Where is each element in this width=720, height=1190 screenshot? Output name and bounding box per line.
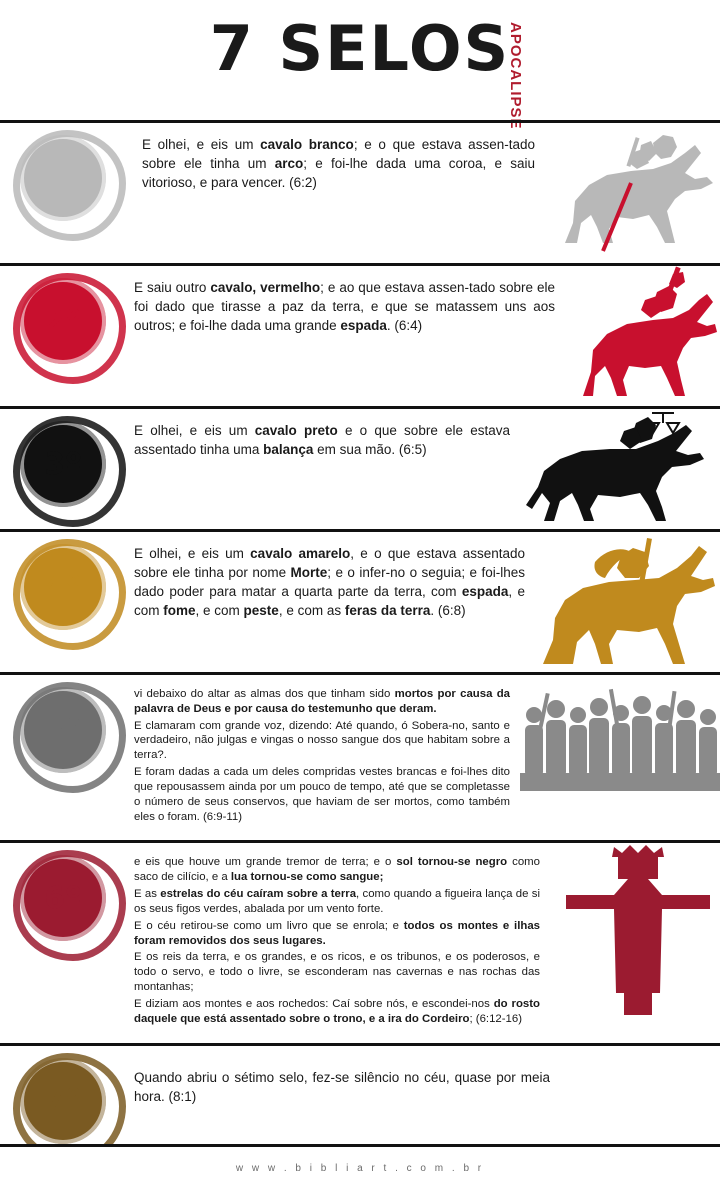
white-horse-archer-illustration xyxy=(545,123,720,263)
paragraph: E olhei, e eis um cavalo amarelo, e o que estava assentado sobre ele tinha por nome Morte; e o infer-no o seguia; e foi-lhes dado poder para matar a quarta parte da terra, com espada, e com fome, e com peste, e com as feras da terra. (6:8) xyxy=(134,546,526,619)
paragraph: E os reis da terra, e os grandes, e os ricos, e os tribunos, e os poderosos, e todo o servo, e todo o livre, se esconderam nas cavernas e nas rochas das montanhas; xyxy=(134,951,540,994)
seal-badge-5 xyxy=(0,675,126,773)
seal-row-7 xyxy=(0,1043,720,1144)
paragraph: Quando abriu o sétimo selo, fez-se silêncio no céu, quase por meia hora. (8:1) xyxy=(134,1069,550,1104)
paragraph: vi debaixo do altar as almas dos que tinham sido mortos por causa da palavra de Deus e por causa do testemunho que deram. xyxy=(134,688,510,715)
paragraph: E saiu outro cavalo, vermelho; e ao que estava assen-tado sobre ele foi dado que tirasse a paz da terra, e que se matassem uns aos outros; e foi-lhe dada uma grande espada. (6:4) xyxy=(134,280,555,334)
paragraph: E olhei, e eis um cavalo branco; e o que estava assen-tado sobre ele tinha um arco; e foi-lhe dada uma coroa, e saiu vitorioso, e para vencer. (6:2) xyxy=(142,137,535,191)
seal-number-6: 6º xyxy=(44,880,82,916)
seal-badge-4 xyxy=(0,532,126,630)
seal-text-3 xyxy=(126,409,520,476)
paragraph: E clamaram com grande voz, dizendo: Até quando, ó Sobera-no, santo e verdadeiro, não julgas e vingas o nosso sangue dos que habitam sobre a terra?. xyxy=(134,719,510,762)
paragraph: E olhei, e eis um cavalo preto e o que sobre ele estava assentado tinha uma balança em sua mão. (6:5) xyxy=(134,423,511,458)
seal-number-7: 7º xyxy=(44,1083,82,1119)
seal-badge-2 xyxy=(0,266,126,364)
paragraph: E o céu retirou-se como um livro que se enrola; e todos os montes e ilhas foram removidos dos seus lugares. xyxy=(134,919,540,947)
seal-row-5 xyxy=(0,672,720,840)
seals-list xyxy=(0,120,720,1144)
black-horse-scales-illustration xyxy=(520,409,720,529)
seal-number-5: 5º xyxy=(44,712,82,748)
seal-badge-6 xyxy=(0,843,126,941)
site-url: w w w . b i b l i a r t . c o m . b r xyxy=(235,1162,485,1174)
pale-horse-death-illustration xyxy=(535,532,720,672)
red-horse-sword-illustration xyxy=(565,266,720,406)
seal-row-3 xyxy=(0,406,720,529)
seal-number-1: 1º xyxy=(44,160,82,196)
seal-text-4 xyxy=(126,532,535,638)
seal-text-2 xyxy=(126,266,565,352)
seal-text-6 xyxy=(126,843,550,1042)
seventh-seal-empty-art xyxy=(560,1046,720,1136)
seal-row-6 xyxy=(0,840,720,1042)
paragraph: e eis que houve um grande tremor de terra; e o sol tornou-se negro como saco de cilício, e a lua tornou-se como sangue; xyxy=(134,856,540,884)
crowd-of-martyrs-illustration xyxy=(520,675,720,795)
seal-text-7 xyxy=(126,1046,560,1123)
paragraph: E foram dadas a cada um deles compridas vestes brancas e foi-lhes dito que repousassem ainda por um pouco de tempo, até que se completasse o número de seus conservos, que haviam de ser mortos, como também eles o foram. (6:9-11) xyxy=(134,766,510,823)
seal-text-1 xyxy=(126,123,545,209)
seal-row-2 xyxy=(0,263,720,406)
page-title: 7 SELOS xyxy=(209,12,511,85)
seal-badge-3 xyxy=(0,409,126,507)
seal-row-4 xyxy=(0,529,720,672)
paragraph: E diziam aos montes e aos rochedos: Caí sobre nós, e escondei-nos do rosto daquele que está assentado sobre o trono, e a ira do Cordeiro; (6:12-16) xyxy=(134,997,540,1025)
seal-badge-1 xyxy=(0,123,126,221)
seal-row-1 xyxy=(0,120,720,263)
page-footer xyxy=(0,1144,720,1190)
seal-number-2: 2º xyxy=(44,303,82,339)
page-subtitle: APOCALIPSE xyxy=(507,22,524,130)
seal-number-4: 4º xyxy=(44,569,82,605)
seal-badge-7 xyxy=(0,1046,126,1144)
seal-number-3: 3º xyxy=(44,446,82,482)
paragraph: E as estrelas do céu caíram sobre a terra, como quando a figueira lança de si os seus figos verdes, abalada por um vento forte. xyxy=(134,888,540,915)
christ-figure-illustration xyxy=(550,843,720,1018)
seal-text-5 xyxy=(126,675,520,840)
page-header xyxy=(0,0,720,130)
